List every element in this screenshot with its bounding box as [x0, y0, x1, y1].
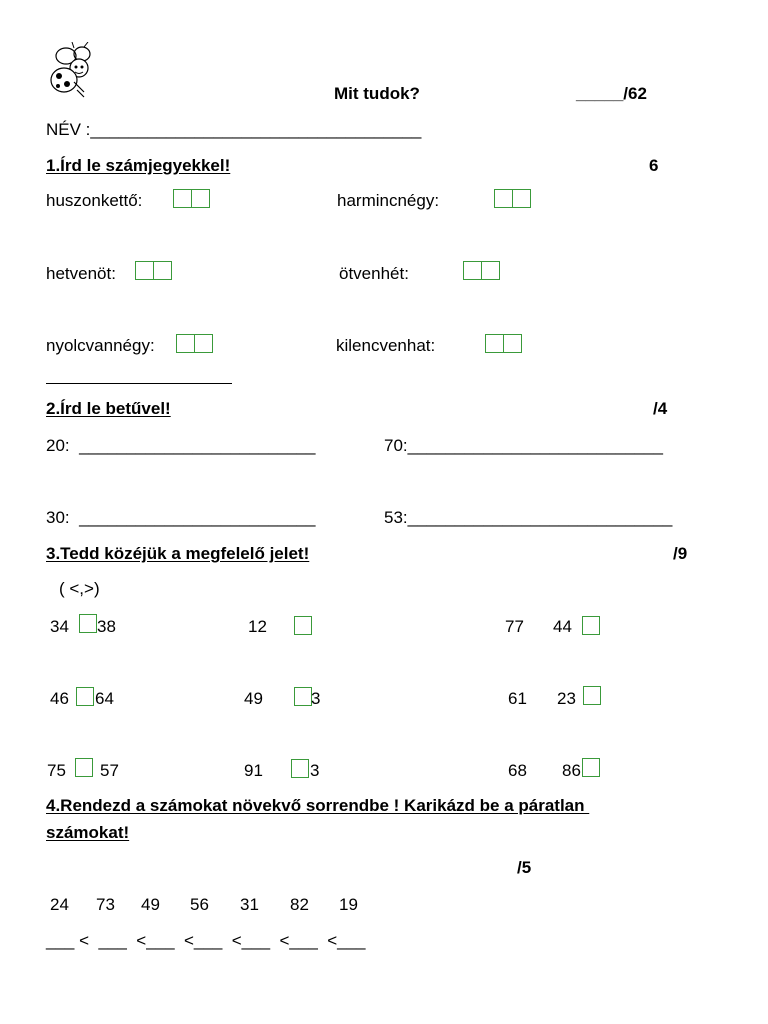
compare-number: 75: [47, 761, 66, 780]
compare-number: 68: [508, 761, 527, 780]
section1-item: harmincnégy:: [337, 191, 440, 210]
section1-item: ötvenhét:: [339, 264, 409, 283]
section2-heading: 2.Írd le betűvel!: [46, 399, 171, 418]
compare-number: 46: [50, 689, 69, 708]
section1-item: huszonkettő:: [46, 191, 143, 210]
digit-boxes[interactable]: [485, 334, 520, 353]
page-title: Mit tudok?: [334, 84, 420, 103]
total-score: _____/62: [576, 84, 647, 103]
compare-number: 61: [508, 689, 527, 708]
sort-number: 82: [290, 895, 309, 914]
compare-number: 49: [244, 689, 263, 708]
compare-number: 57: [100, 761, 119, 780]
section4-points: /5: [517, 858, 532, 877]
digit-boxes[interactable]: [463, 261, 498, 280]
sign-box[interactable]: [294, 687, 312, 706]
compare-number: 44: [553, 617, 572, 636]
sign-box[interactable]: [583, 686, 601, 705]
compare-number: 64: [95, 689, 114, 708]
compare-number: 91: [244, 761, 263, 780]
sign-box[interactable]: [582, 616, 600, 635]
sign-box[interactable]: [582, 758, 600, 777]
sort-number: 24: [50, 895, 69, 914]
name-field: NÉV :___________________________________: [46, 120, 422, 139]
compare-number: 38: [97, 617, 116, 636]
section3-heading: 3.Tedd közéjük a megfelelő jelet!: [46, 544, 310, 563]
section2-item: 30: _________________________: [46, 508, 316, 527]
digit-boxes[interactable]: [173, 189, 208, 208]
section1-item: hetvenöt:: [46, 264, 116, 283]
compare-number: 34: [50, 617, 69, 636]
sort-number: 73: [96, 895, 115, 914]
digit-boxes[interactable]: [176, 334, 211, 353]
section2-item: 53:____________________________: [384, 508, 673, 527]
sort-number: 49: [141, 895, 160, 914]
section1-points: 6: [649, 156, 659, 175]
section2-item: 70:___________________________: [384, 436, 663, 455]
sign-box[interactable]: [76, 687, 94, 706]
compare-number: 3: [311, 689, 321, 708]
compare-number: 23: [557, 689, 576, 708]
sort-number: 19: [339, 895, 358, 914]
ladybug-logo: [44, 42, 94, 102]
sign-box[interactable]: [294, 616, 312, 635]
section4-heading-line1: 4.Rendezd a számokat növekvő sorrendbe ! Karikázd be a páratlan: [46, 796, 590, 815]
compare-number: 77: [505, 617, 524, 636]
section1-item: kilencvenhat:: [336, 336, 436, 355]
compare-number: 3: [310, 761, 320, 780]
section1-heading: 1.Írd le számjegyekkel!: [46, 156, 231, 175]
sort-answer-line: ___ < ___ <___ <___ <___ <___ <___: [46, 931, 366, 950]
sort-number: 31: [240, 895, 259, 914]
digit-boxes[interactable]: [494, 189, 529, 208]
sign-box[interactable]: [75, 758, 93, 777]
section2-item: 20: _________________________: [46, 436, 316, 455]
sign-box[interactable]: [79, 614, 97, 633]
section3-hint: ( <,>): [59, 579, 100, 598]
compare-number: 12: [248, 617, 267, 636]
section4-heading-line2: számokat!: [46, 823, 130, 842]
compare-number: 86: [562, 761, 581, 780]
sign-box[interactable]: [291, 759, 309, 778]
section2-points: /4: [653, 399, 668, 418]
sort-number: 56: [190, 895, 209, 914]
section1-item: nyolcvannégy:: [46, 336, 155, 355]
section-divider: [46, 383, 232, 384]
digit-boxes[interactable]: [135, 261, 170, 280]
section3-points: /9: [673, 544, 688, 563]
